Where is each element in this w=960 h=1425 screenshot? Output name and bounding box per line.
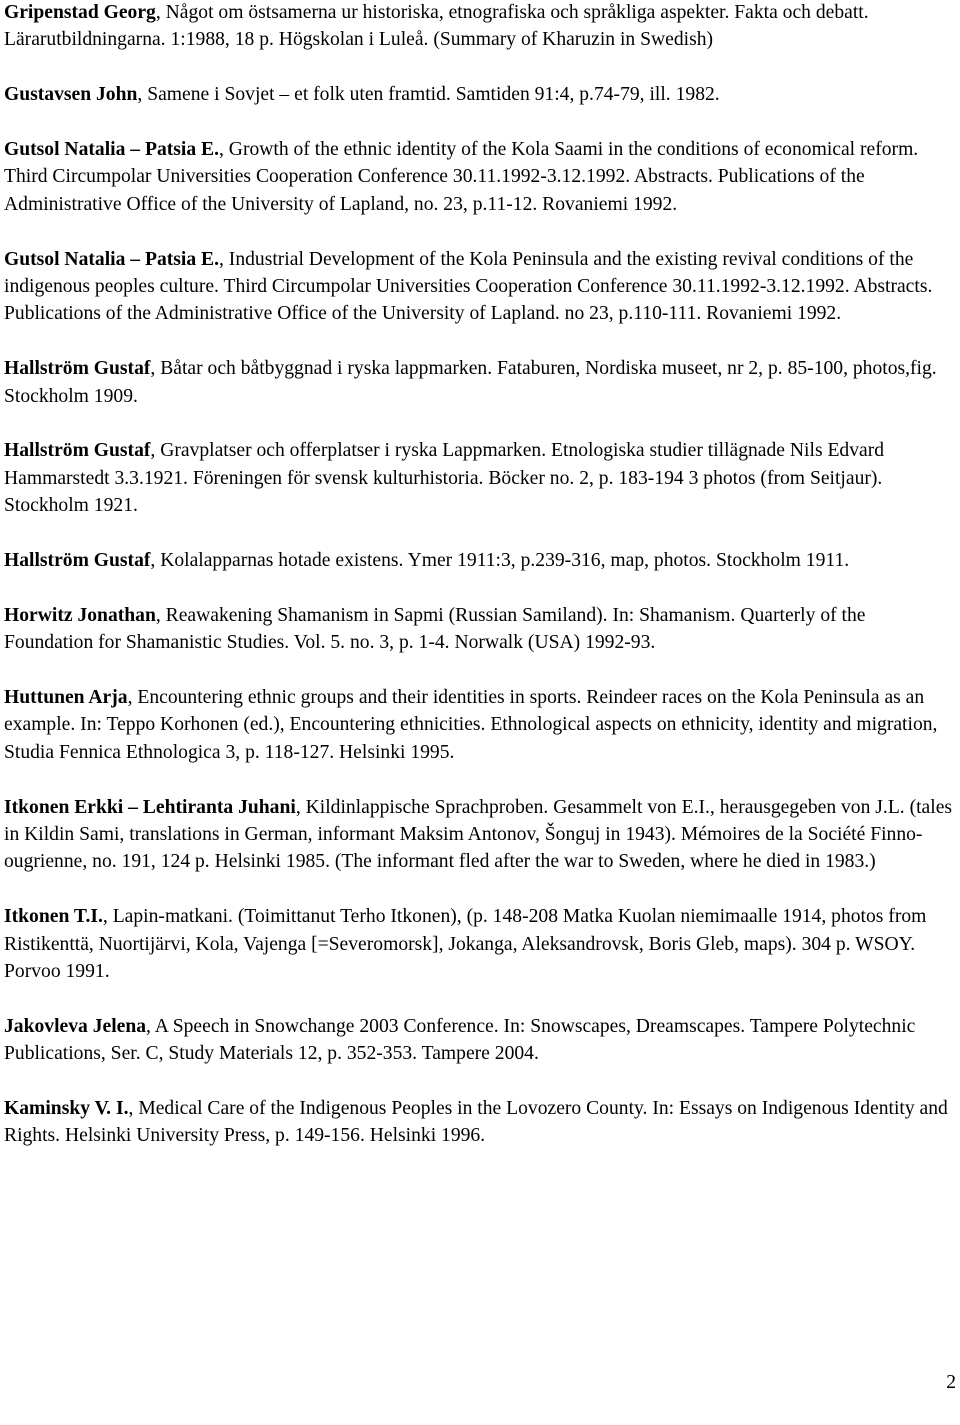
entry-text: , Båtar och båtbyggnad i ryska lappmarken. Fataburen, Nordiska museet, nr 2, p. 85-100, photos,fig. Stockholm 1909. xyxy=(4,358,937,407)
bibliography-entry xyxy=(4,903,954,985)
entry-text: , Reawakening Shamanism in Sapmi (Russian Samiland). In: Shamanism. Quarterly of the Foundation for Shamanistic Studies. Vol. 5. no. 3, p. 1-4. Norwalk (USA) 1992-93. xyxy=(4,604,866,654)
entry-author: Itkonen Erkki – Lehtiranta Juhani xyxy=(4,796,296,818)
bibliography-entry xyxy=(4,246,954,328)
bibliography-entry xyxy=(4,437,954,519)
entry-text: , Industrial Development of the Kola Peninsula and the existing revival conditions of the indigenous peoples culture. Third Circumpolar Universities Cooperation Conference 30.11.1992-3.12.1992. Abstracts. Publications of the Administrative Office of the University of Lapland. no 23, p.110-111. Rovaniemi 1992. xyxy=(4,248,933,325)
bibliography-entry xyxy=(4,1095,954,1150)
bibliography-entry xyxy=(4,1013,954,1068)
entry-text: , Kolalapparnas hotade existens. Ymer 1911:3, p.239-316, map, photos. Stockholm 1911. xyxy=(150,550,850,572)
bibliography-entry xyxy=(4,547,954,574)
entry-text: , Medical Care of the Indigenous Peoples in the Lovozero County. In: Essays on Indigenous Identity and Rights. Helsinki University Press, p. 149-156. Helsinki 1996. xyxy=(4,1098,948,1147)
entry-author: Gutsol Natalia – Patsia E. xyxy=(4,248,219,270)
bibliography-entry xyxy=(4,355,954,410)
entry-text: , Gravplatser och offerplatser i ryska Lappmarken. Etnologiska studier tillägnade Nils Edvard Hammarstedt 3.3.1921. Föreningen för svensk kulturhistoria. Böcker no. 2, p. 183-194 3 photos (from Seitjaur). Stockholm 1921. xyxy=(4,440,885,517)
bibliography-list xyxy=(4,0,954,1177)
bibliography-entry xyxy=(4,684,954,766)
entry-text: , Något om östsamerna ur historiska, etnografiska och språkliga aspekter. Fakta och debatt. Lärarutbildningarna. 1:1988, 18 p. Högskolan i Luleå. (Summary of Kharuzin in Swedish) xyxy=(4,2,869,51)
entry-author: Hallström Gustaf xyxy=(4,358,151,380)
entry-author: Gripenstad Georg xyxy=(4,2,156,23)
entry-author: Huttunen Arja xyxy=(4,687,128,709)
entry-author: Horwitz Jonathan xyxy=(4,604,156,626)
entry-author: Itkonen T.I. xyxy=(4,906,103,928)
entry-author: Gutsol Natalia – Patsia E. xyxy=(4,139,219,160)
entry-text: , Encountering ethnic groups and their identities in sports. Reindeer races on the Kola Peninsula as an example. In: Teppo Korhonen (ed.), Encountering ethnicities. Ethnological aspects on ethnicity, identity and migration, Studia Fennica Ethnologica 3, p. 118-127. Helsinki 1995. xyxy=(4,687,938,763)
entry-author: Kaminsky V. I. xyxy=(4,1098,129,1120)
entry-author: Hallström Gustaf xyxy=(4,550,151,572)
entry-author: Hallström Gustaf xyxy=(4,440,151,462)
entry-text: , Samene i Sovjet – et folk uten framtid. Samtiden 91:4, p.74-79, ill. 1982. xyxy=(137,84,720,106)
bibliography-entry xyxy=(4,136,954,218)
entry-author: Jakovleva Jelena xyxy=(4,1015,147,1037)
page-number: 2 xyxy=(946,1372,956,1393)
entry-text: , A Speech in Snowchange 2003 Conference. In: Snowscapes, Dreamscapes. Tampere Polytechnic Publications, Ser. C, Study Materials 12, p. 352-353. Tampere 2004. xyxy=(4,1015,916,1065)
bibliography-entry xyxy=(4,0,954,54)
bibliography-entry xyxy=(4,81,954,108)
entry-text: , Kildinlappische Sprachproben. Gesammelt von E.I., herausgegeben von J.L. (tales in Kildin Sami, translations in German, informant Maksim Antonov, Šonguj in 1943). Mémoires de la Société Finno-ougrienne, no. 191, 124 p. Helsinki 1985. (The informant fled after the war to Sweden, where he died in 1983.) xyxy=(4,796,953,873)
entry-text: , Growth of the ethnic identity of the Kola Saami in the conditions of economical reform. Third Circumpolar Universities Cooperation Conference 30.11.1992-3.12.1992. Abstracts. Publications of the Administrative Office of the University of Lapland, no. 23, p.11-12. Rovaniemi 1992. xyxy=(4,139,919,215)
entry-text: , Lapin-matkani. (Toimittanut Terho Itkonen), (p. 148-208 Matka Kuolan niemimaalle 1914, photos from Ristikenttä, Nuortijärvi, Kola, Vajenga [=Severomorsk], Jokanga, Aleksandrovsk, Boris Gleb, maps). 304 p. WSOY. Porvoo 1991. xyxy=(4,906,927,983)
bibliography-entry xyxy=(4,602,954,657)
entry-author: Gustavsen John xyxy=(4,84,138,106)
bibliography-entry xyxy=(4,794,954,876)
